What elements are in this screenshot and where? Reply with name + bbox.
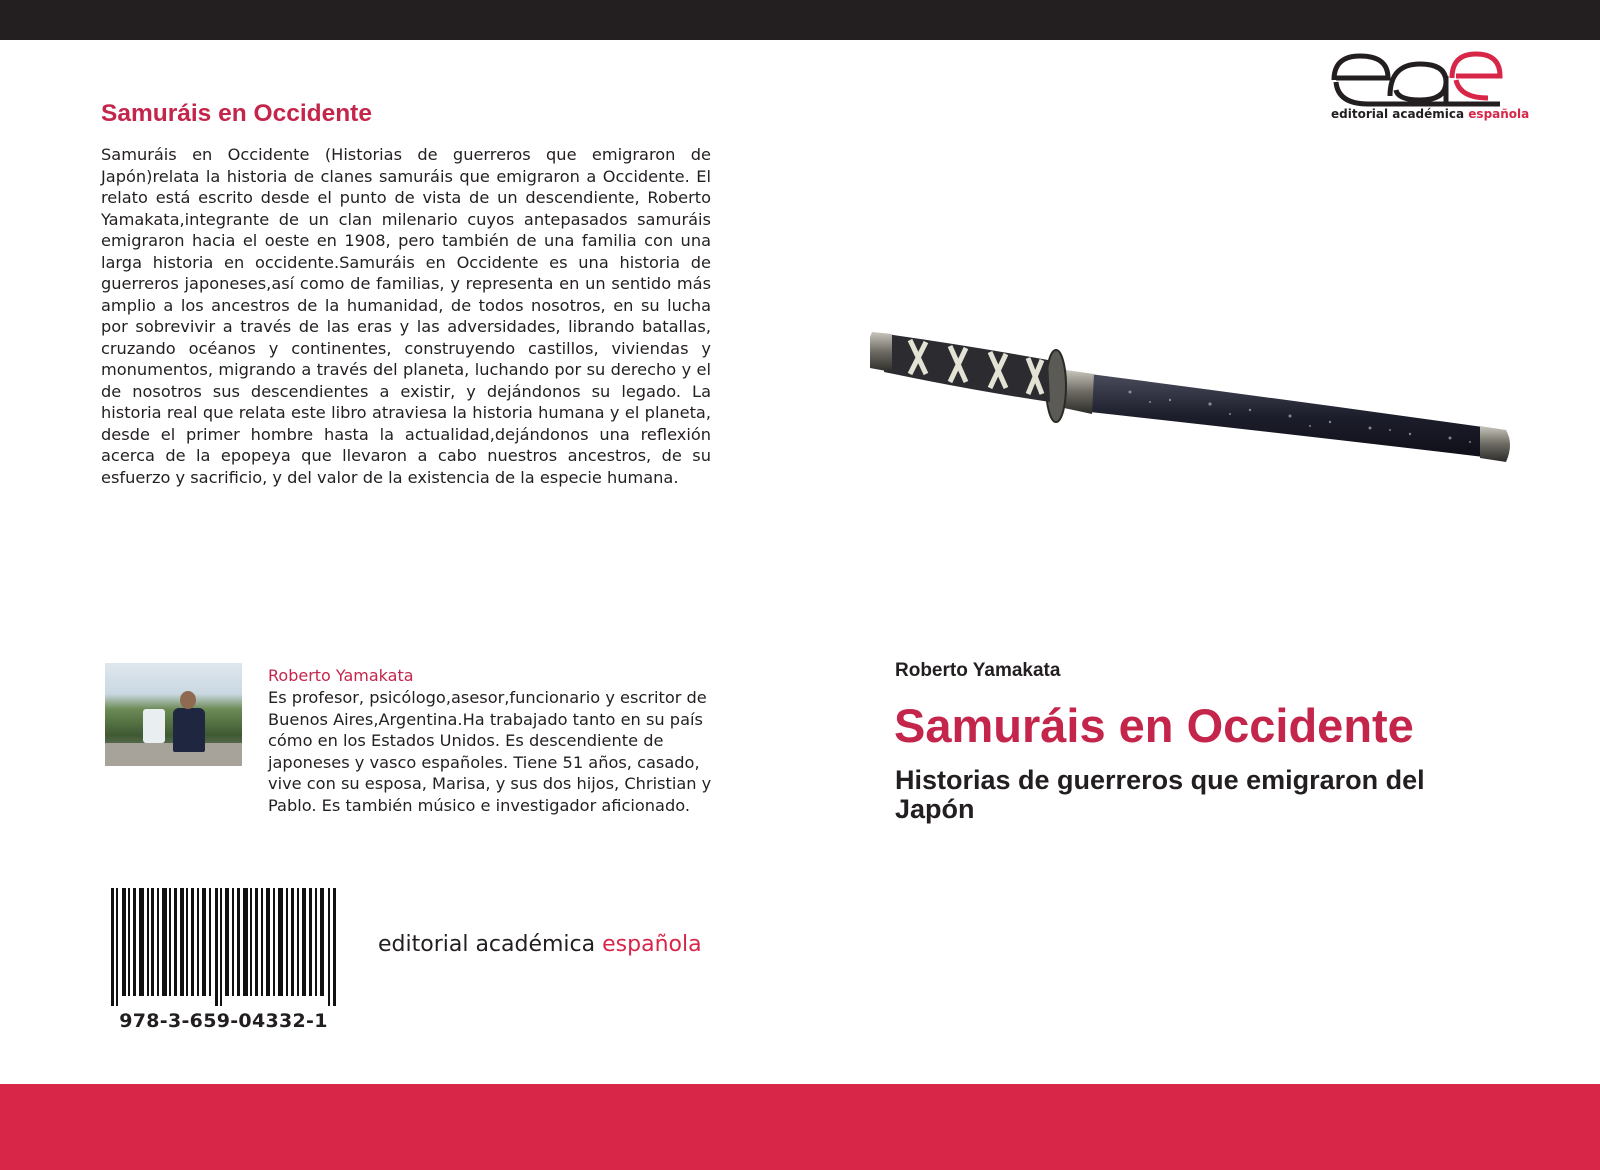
front-author: Roberto Yamakata: [895, 660, 1061, 681]
front-title: Samuráis en Occidente: [894, 699, 1414, 752]
book-blurb: Samuráis en Occidente (Historias de guerreros que emigraron de Japón)relata la historia de clanes samuráis que emigraron a Occidente. El relato está escrito desde el punto de vista de un descendiente, Roberto Yamakata,integrante de un clan milenario cuyos antepasados samuráis emigraron hacia el oeste en 1908, pero también de una familia con una larga historia en occidente.Samuráis en Occidente es una historia de guerreros japoneses,así como de familias, y representa en un sentido más amplio a los ancestros de la humanidad, de todos nosotros, en su lucha por sobrevivir a través de las eras y las adversidades, librando batallas, cruzando océanos y continentes, construyendo castillos, viviendas y monumentos, migrando a través del planeta, luchando por su derecho y el de nosotros sus descendientes a existir, y dejándonos su legado. La historia real que relata este libro atraviesa la historia humana y el planeta, desde el primer hombre hasta la actualidad,dejándonos una reflexión acerca de la epopeya que llevaron a cabo nuestros ancestros, de su esfuerzo y sacrificio, y del valor de la existencia de la especie humana.: [101, 145, 711, 487]
bottom-band: [0, 1084, 1600, 1170]
isbn-number: 978-3-659-04332-1: [119, 1010, 328, 1032]
front-subtitle: Historias de guerreros que emigraron del Japón: [895, 765, 1425, 824]
author-name-back: Roberto Yamakata: [268, 666, 414, 685]
publisher-name: editorial académica española: [378, 932, 702, 957]
top-band: [0, 0, 1600, 40]
back-cover-title: Samuráis en Occidente: [101, 100, 372, 127]
logo-wordmark: editorial académica española: [1331, 107, 1530, 121]
isbn-barcode: [111, 888, 336, 1006]
author-photo: [105, 663, 242, 766]
katana-sword-illustration: [870, 330, 1538, 480]
photo-waterfall: [143, 709, 165, 743]
photo-person-head: [180, 691, 196, 709]
photo-person-body: [173, 708, 205, 752]
author-bio: Es profesor, psicólogo,asesor,funcionario y escritor de Buenos Aires,Argentina.Ha trabajado tanto en su país cómo en los Estados Unidos. Es descendiente de japoneses y vasco españoles. Tiene 51 años, casado, vive con su esposa, Marisa, y sus dos hijos, Christian y Pablo. Es también músico e investigador aficionado.: [268, 688, 712, 815]
